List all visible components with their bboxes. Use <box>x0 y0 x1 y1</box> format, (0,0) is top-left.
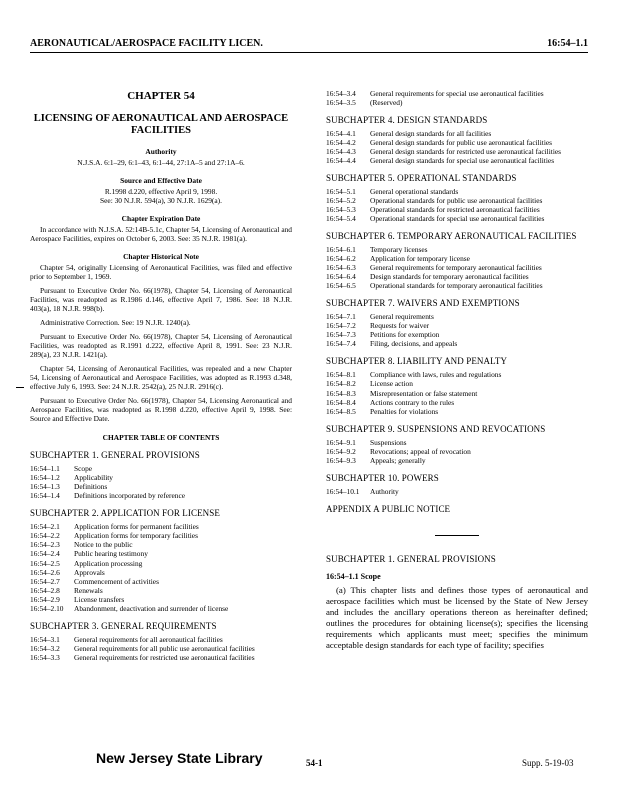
toc-entry-title: Petitions for exemption <box>370 330 440 340</box>
toc-entry-number: 16:54–5.1 <box>326 187 356 197</box>
toc-entry <box>326 98 588 107</box>
toc-entry-title: Design standards for temporary aeronautical facilities <box>370 272 529 282</box>
toc-entry-number: 16:54–1.2 <box>30 473 60 483</box>
toc-list <box>30 635 292 662</box>
toc-entry-number: 16:54–2.10 <box>30 603 64 613</box>
toc-entry <box>326 214 588 223</box>
expiration-heading: Chapter Expiration Date <box>121 213 201 223</box>
subchapter-title: SUBCHAPTER 2. APPLICATION FOR LICENSE <box>30 508 220 519</box>
toc-entry-title: General requirements for temporary aeronautical facilities <box>370 263 542 273</box>
running-header-section: 16:54–1.1 <box>547 38 588 49</box>
history-paragraph: Chapter 54, originally Licensing of Aeronautical Facilities, was filed and effective prior to September 1, 1969. <box>30 262 292 281</box>
toc-entry <box>30 653 292 662</box>
toc-entry-number: 16:54–4.2 <box>326 138 356 148</box>
toc-entry-number: 16:54–8.1 <box>326 370 356 380</box>
toc-entry <box>30 549 292 558</box>
toc-list <box>326 245 588 290</box>
toc-entry-title: General requirements for all aeronautical facilities <box>74 634 223 644</box>
toc-entry-number: 16:54–3.3 <box>30 652 60 662</box>
toc-entry-number: 16:54–3.1 <box>30 634 60 644</box>
toc-entry-number: 16:54–9.2 <box>326 446 356 456</box>
toc-entry-number: 16:54–7.1 <box>326 312 356 322</box>
toc-entry-title: Authority <box>370 486 399 496</box>
history-heading: Chapter Historical Note <box>123 251 199 261</box>
toc-entry-title: Applicability <box>74 473 113 483</box>
toc-entry-number: 16:54–5.3 <box>326 205 356 215</box>
toc-entry <box>326 456 588 465</box>
toc-entry <box>30 577 292 586</box>
toc-entry-title: Operational standards for public use aeronautical facilities <box>370 196 543 206</box>
toc-entry-title: General requirements for restricted use aeronautical facilities <box>74 652 255 662</box>
toc-entry-title: Renewals <box>74 585 103 595</box>
toc-entry-title: Misrepresentation or false statement <box>370 388 478 398</box>
toc-entry <box>326 156 588 165</box>
toc-entry-title: Operational standards for restricted aeronautical facilities <box>370 205 540 215</box>
toc-entry <box>30 635 292 644</box>
right-column <box>326 60 588 651</box>
left-column <box>30 60 292 662</box>
toc-entry-number: 16:54–2.6 <box>30 567 60 577</box>
subchapter-body-title: SUBCHAPTER 1. GENERAL PROVISIONS <box>326 553 496 564</box>
toc-list <box>326 370 588 415</box>
toc-entry-number: 16:54–5.2 <box>326 196 356 206</box>
toc-entry <box>326 370 588 379</box>
section-divider <box>435 535 479 536</box>
toc-entry <box>326 205 588 214</box>
toc-entry-title: Revocations; appeal of revocation <box>370 446 471 456</box>
authority-heading: Authority <box>145 146 177 156</box>
toc-entry-title: Filing, decisions, and appeals <box>370 339 458 349</box>
toc-entry-number: 16:54–4.3 <box>326 147 356 157</box>
history-paragraph: Chapter 54, Licensing of Aeronautical Facilities, was repealed and a new Chapter 54, Licensing of Aeronautical and Aerospace Facilities, was adopted as R.1993 d.348, effective July 6, 1993. See: 24 N.J.R. 2542(a), 25 N.J.R. 2916(c). <box>30 364 292 392</box>
toc-entry-title: Application processing <box>74 558 143 568</box>
toc-entry <box>326 330 588 339</box>
revision-margin-mark <box>16 387 24 388</box>
toc-entry-number: 16:54–7.2 <box>326 321 356 331</box>
toc-entry-title: General requirements for special use aeronautical facilities <box>370 89 544 98</box>
toc-entry <box>30 522 292 531</box>
toc-entry <box>30 464 292 473</box>
appendix-title: APPENDIX A PUBLIC NOTICE <box>326 503 451 514</box>
toc-entry-title: Compliance with laws, rules and regulations <box>370 370 502 380</box>
subchapter-title: SUBCHAPTER 10. POWERS <box>326 472 439 483</box>
toc-entry <box>326 398 588 407</box>
toc-entry-number: 16:54–3.2 <box>30 643 60 653</box>
toc-entry-number: 16:54–3.4 <box>326 89 356 98</box>
toc-entry <box>30 568 292 577</box>
toc-entry <box>326 312 588 321</box>
toc-entry-number: 16:54–4.4 <box>326 156 356 166</box>
toc-entry-number: 16:54–6.5 <box>326 281 356 291</box>
toc-entry-number: 16:54–5.4 <box>326 214 356 224</box>
supplement-date: Supp. 5-19-03 <box>522 758 574 768</box>
toc-entry <box>30 604 292 613</box>
toc-entry <box>30 586 292 595</box>
toc-entry-title: Suspensions <box>370 437 407 447</box>
toc-entry-number: 16:54–3.5 <box>326 98 356 108</box>
toc-entry <box>326 407 588 416</box>
toc-entry-number: 16:54–8.5 <box>326 406 356 416</box>
toc-entry <box>30 482 292 491</box>
toc-entry-title: Actions contrary to the rules <box>370 397 455 407</box>
toc-entry-number: 16:54–4.1 <box>326 129 356 139</box>
toc-entry-number: 16:54–6.3 <box>326 263 356 273</box>
section-body: (a) This chapter lists and defines those types of aeronautical and aerospace facilities which must be licensed by the State of New Jersey and includes the ancillary operations thereon as hereinafter defined; outlines the procedures for obtaining license(s); specifies the licensing requirements which applicants must meet; specifies the minimum acceptable design standards for each type of facility; specifies <box>326 585 588 651</box>
toc-entry <box>30 531 292 540</box>
subchapter-title: SUBCHAPTER 9. SUSPENSIONS AND REVOCATIONS <box>326 423 546 434</box>
subchapter-title: SUBCHAPTER 1. GENERAL PROVISIONS <box>30 450 200 461</box>
toc-entry-title: Public hearing testimony <box>74 549 148 559</box>
toc-entry <box>326 438 588 447</box>
toc-entry-number: 16:54–1.4 <box>30 491 60 501</box>
toc-entry <box>326 389 588 398</box>
toc-entry-number: 16:54–10.1 <box>326 486 360 496</box>
toc-entry <box>30 473 292 482</box>
toc-entry <box>326 447 588 456</box>
toc-entry-number: 16:54–2.4 <box>30 549 60 559</box>
toc-entry <box>326 147 588 156</box>
toc-entry-title: General design standards for special use aeronautical facilities <box>370 156 555 166</box>
toc-entry-title: License action <box>370 379 413 389</box>
toc-entry-number: 16:54–2.2 <box>30 531 60 541</box>
toc-entry-title: General operational standards <box>370 187 459 197</box>
toc-entry <box>30 595 292 604</box>
toc-entry-number: 16:54–9.3 <box>326 455 356 465</box>
history-paragraph: Pursuant to Executive Order No. 66(1978), Chapter 54, Licensing of Aeronautical Facilities, was readopted as R.1986 d.146, effective April 7, 1986. See: 18 N.J.R. 403(a), 18 N.J.R. 998(b). <box>30 285 292 313</box>
source-line: R.1998 d.220, effective April 9, 1998. <box>104 186 218 196</box>
toc-entry-number: 16:54–8.3 <box>326 388 356 398</box>
toc-entry <box>30 644 292 653</box>
toc-entry-number: 16:54–2.8 <box>30 585 60 595</box>
toc-list <box>326 438 588 465</box>
subchapter-title: SUBCHAPTER 6. TEMPORARY AERONAUTICAL FACILITIES <box>326 231 577 242</box>
section-title: 16:54–1.1 Scope <box>326 571 381 581</box>
toc-entry <box>326 89 588 98</box>
toc-entry <box>326 187 588 196</box>
toc-heading: CHAPTER TABLE OF CONTENTS <box>102 433 220 443</box>
toc-entry-title: Definitions incorporated by reference <box>74 491 186 501</box>
authority-text: N.J.S.A. 6:1–29, 6:1–43, 6:1–44, 27:1A–5 and 27:1A–6. <box>77 157 245 167</box>
toc-entry-title: General design standards for all facilities <box>370 129 492 139</box>
toc-entry-number: 16:54–2.5 <box>30 558 60 568</box>
toc-entry <box>30 540 292 549</box>
toc-entry-title: General design standards for public use aeronautical facilities <box>370 138 553 148</box>
toc-entry <box>30 491 292 500</box>
expiration-text: In accordance with N.J.S.A. 52:14B-5.1c, Chapter 54, Licensing of Aeronautical and Aerospace Facilities, expires on October 6, 2003. See: 35 N.J.R. 1981(a). <box>30 224 292 243</box>
toc-entry <box>326 281 588 290</box>
toc-entry <box>326 263 588 272</box>
toc-entry <box>326 487 588 496</box>
toc-entry-number: 16:54–2.7 <box>30 576 60 586</box>
toc-entry-title: Requests for waiver <box>370 321 430 331</box>
subchapter-title: SUBCHAPTER 5. OPERATIONAL STANDARDS <box>326 173 517 184</box>
toc-list <box>30 522 292 612</box>
chapter-title: LICENSING OF AERONAUTICAL AND AEROSPACE FACILITIES <box>33 113 289 137</box>
toc-entry-number: 16:54–9.1 <box>326 437 356 447</box>
toc-entry-title: General design standards for restricted use aeronautical facilities <box>370 147 562 157</box>
toc-list <box>30 464 292 500</box>
toc-entry-title: Notice to the public <box>74 540 133 550</box>
toc-entry <box>326 254 588 263</box>
toc-entry-title: General requirements <box>370 312 434 322</box>
running-header <box>30 38 588 49</box>
toc-entry-number: 16:54–6.2 <box>326 254 356 264</box>
chapter-number: CHAPTER 54 <box>127 90 195 102</box>
subchapter-title: SUBCHAPTER 7. WAIVERS AND EXEMPTIONS <box>326 298 520 309</box>
toc-entry-title: Application forms for permanent facilities <box>74 522 199 532</box>
toc-entry <box>326 339 588 348</box>
toc-entry-title: Appeals; generally <box>370 455 426 465</box>
toc-entry-number: 16:54–7.4 <box>326 339 356 349</box>
subchapter-title: SUBCHAPTER 4. DESIGN STANDARDS <box>326 115 488 126</box>
toc-entry <box>326 129 588 138</box>
history-paragraph: Pursuant to Executive Order No. 66(1978), Chapter 54, Licensing of Aeronautical Facilities, was readopted as R.1991 d.222, effective April 8, 1991. See: 23 N.J.R. 289(a), 23 N.J.R. 1421(a). <box>30 332 292 360</box>
toc-entry-title: Temporary licenses <box>370 245 428 255</box>
toc-list <box>326 129 588 165</box>
running-header-title: AERONAUTICAL/AEROSPACE FACILITY LICEN. <box>30 38 263 49</box>
history-paragraph: Administrative Correction. See: 19 N.J.R. 1240(a). <box>40 317 191 327</box>
toc-entry-title: Commencement of activities <box>74 576 159 586</box>
toc-entry-title: Operational standards for temporary aeronautical facilities <box>370 281 543 291</box>
subchapter-title: SUBCHAPTER 8. LIABILITY AND PENALTY <box>326 356 508 367</box>
toc-entry-title: Penalties for violations <box>370 406 439 416</box>
toc-entry-number: 16:54–1.3 <box>30 482 60 492</box>
page-number: 54-1 <box>306 758 323 768</box>
toc-entry-title: Definitions <box>74 482 108 492</box>
toc-entry-title: Application for temporary license <box>370 254 470 264</box>
toc-entry <box>326 138 588 147</box>
toc-entry-title: Abandonment, deactivation and surrender of license <box>74 603 229 613</box>
toc-entry <box>326 196 588 205</box>
toc-list <box>326 312 588 348</box>
toc-entry <box>326 379 588 388</box>
toc-list <box>326 187 588 223</box>
toc-entry-number: 16:54–7.3 <box>326 330 356 340</box>
source-heading: Source and Effective Date <box>120 175 202 185</box>
library-stamp: New Jersey State Library <box>96 750 263 766</box>
toc-entry <box>30 559 292 568</box>
toc-entry-number: 16:54–8.2 <box>326 379 356 389</box>
toc-entry-number: 16:54–6.4 <box>326 272 356 282</box>
toc-list <box>326 487 588 496</box>
toc-entry <box>326 245 588 254</box>
toc-entry-title: Approvals <box>74 567 105 577</box>
toc-list <box>326 89 588 107</box>
toc-entry-title: Application forms for temporary facilities <box>74 531 198 541</box>
toc-entry-number: 16:54–2.1 <box>30 522 60 532</box>
toc-entry-number: 16:54–2.9 <box>30 594 60 604</box>
source-line: See: 30 N.J.R. 594(a), 30 N.J.R. 1629(a). <box>100 195 222 205</box>
toc-entry-title: General requirements for all public use aeronautical facilities <box>74 643 255 653</box>
toc-entry <box>326 272 588 281</box>
history-paragraph: Pursuant to Executive Order No. 66(1978), Chapter 54, Licensing Aeronautical and Aerospace Facilities, was readopted as R.1998 d.220, effective April 9, 1998. See: Source and Effective Date. <box>30 396 292 424</box>
toc-entry-number: 16:54–6.1 <box>326 245 356 255</box>
toc-entry-number: 16:54–1.1 <box>30 464 60 474</box>
toc-entry-title: License transfers <box>74 594 125 604</box>
toc-entry-number: 16:54–2.3 <box>30 540 60 550</box>
toc-entry-title: Operational standards for special use aeronautical facilities <box>370 214 545 224</box>
header-rule <box>30 52 588 53</box>
toc-entry <box>326 321 588 330</box>
subchapter-title: SUBCHAPTER 3. GENERAL REQUIREMENTS <box>30 620 217 631</box>
toc-entry-title: Scope <box>74 464 93 474</box>
toc-entry-title: (Reserved) <box>370 98 403 108</box>
toc-entry-number: 16:54–8.4 <box>326 397 356 407</box>
